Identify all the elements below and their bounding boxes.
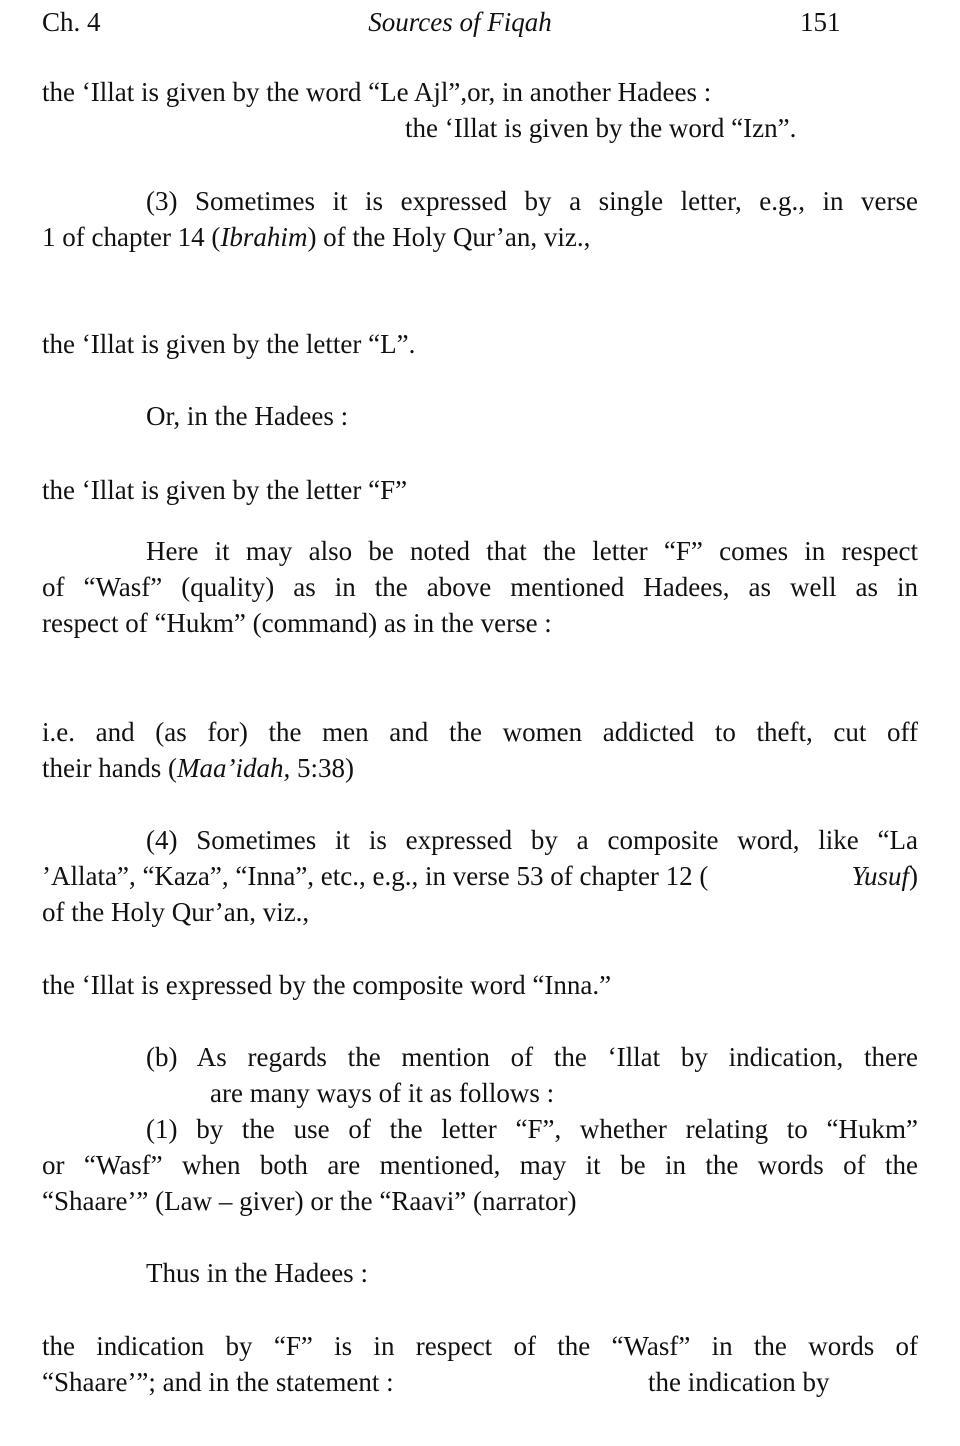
text-line: the ‘Illat is given by the word “Le Ajl”,or, in another Hadees : bbox=[42, 77, 712, 107]
text-line: the ‘Illat is expressed by the composite word “Inna.” bbox=[42, 970, 612, 1000]
text-line: the ‘Illat is given by the word “Izn”. bbox=[405, 113, 797, 143]
running-title: Sources of Fiqah bbox=[368, 7, 552, 37]
paragraph-line: (b) As regards the mention of the ‘Illat by indication, there bbox=[146, 1042, 918, 1072]
surah-name: Ibrahim bbox=[220, 222, 308, 252]
text-line: the ‘Illat is given by the letter “L”. bbox=[42, 329, 416, 359]
paragraph-line: Here it may also be noted that the letter “F” comes in respect bbox=[146, 536, 918, 566]
paragraph-line: 1 of chapter 14 (Ibrahim) of the Holy Qur’an, viz., bbox=[42, 222, 591, 252]
paragraph-line: (3) Sometimes it is expressed by a single letter, e.g., in verse bbox=[146, 186, 918, 216]
paragraph-line: (4) Sometimes it is expressed by a composite word, like “La bbox=[146, 825, 918, 855]
paragraph-line: of the Holy Qur’an, viz., bbox=[42, 897, 310, 927]
text-line: Thus in the Hadees : bbox=[146, 1258, 368, 1288]
paragraph-line: are many ways of it as follows : bbox=[210, 1078, 555, 1108]
paragraph-line: “Shaare’”; and in the statement : bbox=[42, 1367, 394, 1397]
paragraph-line: “Shaare’” (Law – giver) or the “Raavi” (narrator) bbox=[42, 1186, 577, 1216]
paragraph-line: or “Wasf” when both are mentioned, may it be in the words of the bbox=[42, 1150, 918, 1180]
paragraph-line: the indication by “F” is in respect of the “Wasf” in the words of bbox=[42, 1331, 918, 1361]
text-line: Or, in the Hadees : bbox=[146, 401, 349, 431]
paragraph-line: ’Allata”, “Kaza”, “Inna”, etc., e.g., in verse 53 of chapter 12 ( Yusuf) bbox=[42, 861, 918, 891]
paragraph-line: the indication by bbox=[648, 1367, 830, 1397]
paragraph-line: respect of “Hukm” (command) as in the verse : bbox=[42, 608, 552, 638]
surah-name: Maa’idah, bbox=[176, 753, 291, 783]
text-line: the ‘Illat is given by the letter “F” bbox=[42, 475, 408, 505]
paragraph-line: of “Wasf” (quality) as in the above mentioned Hadees, as well as in bbox=[42, 572, 918, 602]
chapter-label: Ch. 4 bbox=[42, 7, 101, 37]
paragraph-line: their hands (Maa’idah, 5:38) bbox=[42, 753, 354, 783]
paragraph-line: i.e. and (as for) the men and the women addicted to theft, cut off bbox=[42, 717, 918, 747]
surah-name: Yusuf bbox=[851, 861, 909, 891]
paragraph-line: (1) by the use of the letter “F”, whether relating to “Hukm” bbox=[146, 1114, 918, 1144]
page-number: 151 bbox=[800, 7, 841, 37]
